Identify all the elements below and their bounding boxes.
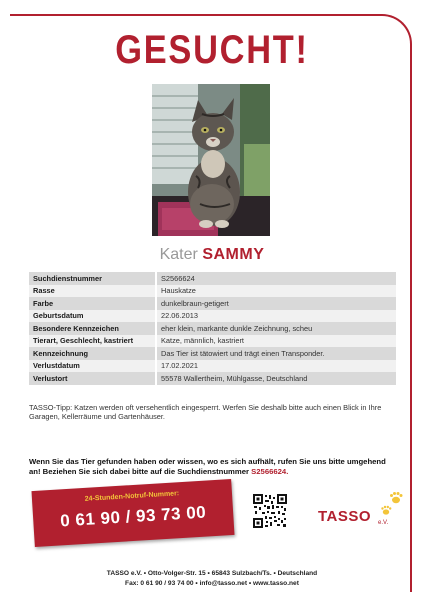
hotline-number[interactable]: 0 61 90 / 93 73 00 (59, 502, 207, 531)
table-row (29, 347, 396, 360)
table-row (29, 360, 396, 373)
detail-value: Katze, männlich, kastriert (156, 335, 396, 348)
detail-label: Besondere Kennzeichen (29, 322, 156, 335)
detail-value: S2566624 (156, 272, 396, 285)
detail-value: eher klein, markante dunkle Zeichnung, scheu (156, 322, 396, 335)
tasso-logo (318, 488, 412, 532)
table-row (29, 335, 396, 348)
hotline-label: 24-Stunden-Notruf-Nummer: (84, 490, 180, 503)
cat-name: SAMMY (202, 246, 265, 263)
detail-label: Geburtsdatum (29, 310, 156, 323)
table-row (29, 322, 396, 335)
detail-label: Tierart, Geschlecht, kastriert (29, 335, 156, 348)
detail-label: Suchdienstnummer (29, 272, 156, 285)
qr-code-icon[interactable] (252, 493, 288, 529)
call-to-action (29, 457, 399, 477)
cat-name-heading (0, 246, 424, 264)
footer (0, 569, 424, 589)
tasso-tip: TASSO-Tipp: Katzen werden oft versehentlich eingesperrt. Werfen Sie deshalb bitte auch einen Blick in Ihre Garagen, Kellerräume und Gartenhäuser. (29, 403, 382, 422)
details-table (29, 272, 396, 385)
detail-label: Verlustdatum (29, 360, 156, 373)
call-to-action-number: S2566624. (251, 467, 289, 476)
table-row (29, 285, 396, 298)
cat-photo (152, 84, 270, 236)
table-row (29, 310, 396, 323)
footer-address: TASSO e.V. • Otto-Volger-Str. 15 • 65843 Sulzbach/Ts. • Deutschland (106, 570, 318, 577)
table-row (29, 272, 396, 285)
detail-label: Farbe (29, 297, 156, 310)
table-row (29, 372, 396, 385)
tasso-logo-suffix: e.V. (378, 520, 389, 526)
paw-prints-icon (376, 490, 410, 520)
detail-value: 22.06.2013 (156, 310, 396, 323)
table-row (29, 297, 396, 310)
detail-value: Das Tier ist tätowiert und trägt einen Transponder. (156, 347, 396, 360)
detail-value: Hauskatze (156, 285, 396, 298)
cat-name-prefix: Kater (159, 246, 198, 263)
detail-label: Rasse (29, 285, 156, 298)
detail-label: Kennzeichnung (29, 347, 156, 360)
poster-title: GESUCHT! (115, 28, 309, 72)
detail-value: dunkelbraun-getigert (156, 297, 396, 310)
tasso-logo-wordmark: TASSO (318, 508, 372, 525)
call-to-action-text: Wenn Sie das Tier gefunden haben oder wissen, wo es sich aufhält, rufen Sie uns bitte umgehend an! Beziehen Sie sich dabei bitte auf die Suchdienstnummer (29, 457, 386, 476)
detail-value: 17.02.2021 (156, 360, 396, 373)
footer-contact: Fax: 0 61 90 / 93 74 00 • info@tasso.net • www.tasso.net (125, 580, 299, 587)
detail-value: 55578 Wallertheim, Mühlgasse, Deutschland (156, 372, 396, 385)
detail-label: Verlustort (29, 372, 156, 385)
